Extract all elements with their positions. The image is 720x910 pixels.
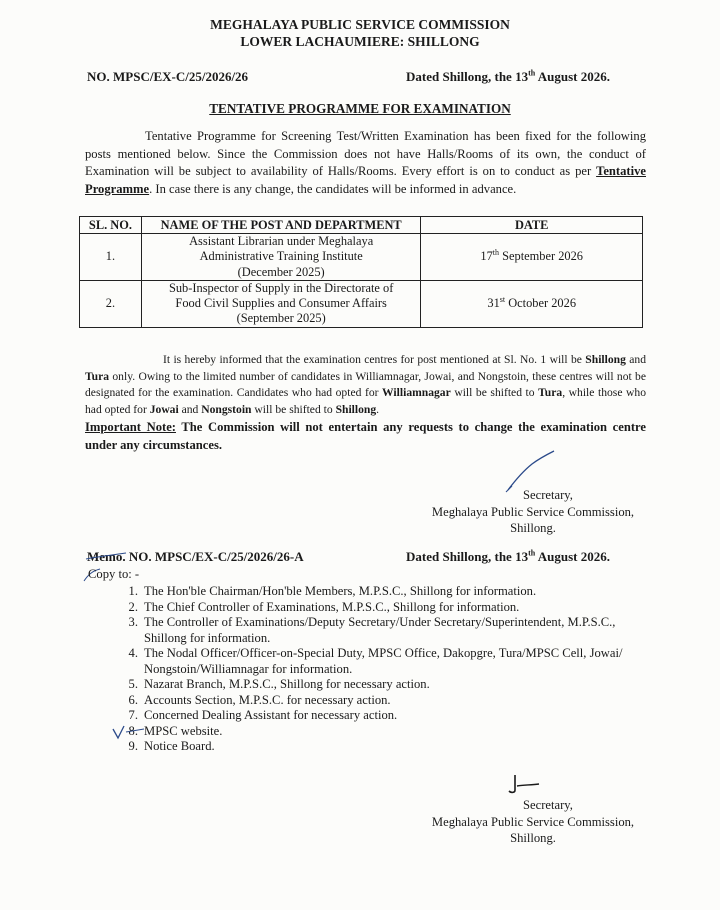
reference-number: NO. MPSC/EX-C/25/2026/26 — [87, 69, 249, 84]
row-post: Sub-Inspector of Supply in the Directorate of Food Civil Supplies and Consumer Affairs (September 2025) — [141, 280, 421, 327]
signature-scribble — [505, 772, 541, 796]
col-header-post: NAME OF THE POST AND DEPARTMENT — [141, 217, 421, 234]
org-address: LOWER LACHAUMIERE: SHILLONG — [240, 34, 480, 49]
list-item: 7. Concerned Dealing Assistant for necessary action. — [128, 708, 398, 722]
reference-date: Dated Shillong, the 13th August 2026. — [406, 68, 610, 84]
col-header-sl: SL. NO. — [80, 217, 142, 234]
table-row — [80, 280, 643, 327]
copy-list — [118, 584, 648, 755]
tentative-programme-link: Tentative Programme — [85, 164, 646, 196]
memo-date: Dated Shillong, the 13th August 2026. — [406, 548, 610, 564]
list-item: 1. The Hon'ble Chairman/Hon'ble Members, M.P.S.C., Shillong for information. — [128, 584, 537, 598]
table-row — [80, 234, 643, 281]
list-item: 3. The Controller of Examinations/Deputy Secretary/Under Secretary/Superintendent, M.P.S.C., Shillong for information. — [128, 615, 616, 645]
centres-paragraph: It is hereby informed that the examination centres for post mentioned at Sl. No. 1 will be Shillong and Tura only. Owing to the limited number of candidates in Williamnagar, Jowai, and Nongstoin, these centres will not be designated for the examination. Candidates who had opted for Williamnagar will be shifted to Tura, while those who had opted for Jowai and Nongstoin will be shifted to Shillong. — [85, 353, 647, 416]
row-date: 17th September 2026 — [421, 234, 643, 281]
row-date: 31st October 2026 — [421, 280, 643, 327]
list-item: 5. Nazarat Branch, M.P.S.C., Shillong for necessary action. — [128, 677, 430, 691]
exam-programme-table — [79, 216, 643, 328]
list-item: 6. Accounts Section, M.P.S.C. for necessary action. — [128, 692, 391, 707]
important-note: Important Note: The Commission will not entertain any requests to change the examination centre under any circumstances. — [85, 420, 646, 452]
list-item: 2. The Chief Controller of Examinations, M.P.S.C., Shillong for information. — [128, 599, 520, 614]
copy-to-label: Copy to: - — [88, 567, 140, 581]
pen-tick-mark — [110, 721, 146, 743]
col-header-date: DATE — [421, 217, 643, 234]
signature-block-1: Secretary, Meghalaya Public Service Commission, Shillong. — [431, 488, 635, 535]
row-sl: 1. — [80, 234, 142, 281]
intro-paragraph: Tentative Programme for Screening Test/Written Examination has been fixed for the following posts mentioned below. Since the Commission does not have Halls/Rooms of its own, the conduct of Examination will be subject to availability of Halls/Rooms. Every effort is on to conduct as per Tentative Programme. In case there is any change, the candidates will be informed in advance. — [85, 129, 646, 196]
memo-number: Memo. NO. MPSC/EX-C/25/2026/26-A — [87, 549, 304, 564]
list-item: 8. MPSC website. — [128, 723, 223, 738]
list-item: 4. The Nodal Officer/Officer-on-Special Duty, MPSC Office, Dakopgre, Tura/MPSC Cell, Jowai/ Nongstoin/Williamnagar for information. — [128, 646, 623, 676]
table-header-row — [80, 217, 643, 234]
org-name: MEGHALAYA PUBLIC SERVICE COMMISSION — [210, 17, 510, 32]
row-sl: 2. — [80, 280, 142, 327]
important-note-label: Important Note: — [85, 420, 176, 434]
row-post: Assistant Librarian under Meghalaya Administrative Training Institute (December 2025) — [141, 234, 421, 281]
list-item: 9. Notice Board. — [128, 739, 215, 753]
signature-block-2: Secretary, Meghalaya Public Service Commission, Shillong. — [431, 798, 635, 845]
page-title: TENTATIVE PROGRAMME FOR EXAMINATION — [209, 101, 511, 116]
